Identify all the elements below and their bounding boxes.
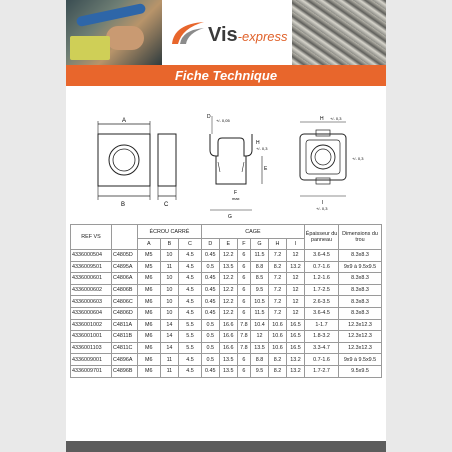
tol-i-label: +/- 0,3 (316, 206, 328, 211)
dim-a-label: A (122, 118, 127, 124)
table-cell: 16.5 (286, 342, 304, 354)
table-cell: 14 (160, 342, 179, 354)
table-cell: 7.2 (269, 250, 287, 262)
table-cell: 4336001001 (71, 331, 112, 343)
table-cell: 5.5 (179, 331, 202, 343)
table-cell: 6 (237, 365, 250, 377)
table-cell: 13.5 (219, 261, 237, 273)
dim-h-side-label: H (256, 140, 260, 146)
table-cell: 4336001002 (71, 319, 112, 331)
dim-g-label: G (228, 214, 232, 220)
table-cell: 16.6 (219, 319, 237, 331)
table-cell: 2.6-3.5 (305, 296, 339, 308)
table-cell: 0.45 (201, 307, 219, 319)
footer-bar (66, 441, 386, 452)
table-cell: 10 (160, 296, 179, 308)
table-cell: 10 (160, 307, 179, 319)
dimensions-header: Dimensions du trou (339, 225, 382, 250)
table-row (71, 250, 382, 262)
table-cell: 4336001103 (71, 342, 112, 354)
table-cell: 9.5x9.5 (339, 365, 382, 377)
table-cell: 0.45 (201, 250, 219, 262)
table-cell: 10.6 (269, 342, 287, 354)
table-cell: 8.3x8.3 (339, 250, 382, 262)
table-cell: 4336009701 (71, 365, 112, 377)
column-header: G (251, 239, 269, 250)
table-cell: M5 (138, 250, 161, 262)
table-cell: 10.5 (251, 296, 269, 308)
table-cell: M6 (138, 354, 161, 366)
tech-sheet-page (66, 0, 386, 452)
column-header: H (269, 239, 287, 250)
table-cell: 8.2 (269, 354, 287, 366)
cage-header: CAGE (201, 225, 304, 239)
table-cell: 11.5 (251, 307, 269, 319)
table-cell: 12 (286, 296, 304, 308)
table-cell: 6 (237, 307, 250, 319)
table-cell: 13.5 (219, 354, 237, 366)
table-row (71, 354, 382, 366)
cage-side-drawing (196, 112, 286, 222)
pliers-shape (76, 3, 147, 27)
table-cell: 13.5 (219, 365, 237, 377)
table-cell: 12.3x12.3 (339, 331, 382, 343)
table-cell: 13.2 (286, 354, 304, 366)
table-cell: 12 (286, 273, 304, 285)
table-cell: 9.5 (251, 284, 269, 296)
table-cell: 4336000604 (71, 307, 112, 319)
table-cell: 4.5 (179, 284, 202, 296)
swoosh-icon (170, 20, 206, 46)
table-cell: C4805D (112, 250, 138, 262)
table-cell: 0.5 (201, 319, 219, 331)
tool-box-shape (70, 36, 110, 60)
spec-table-body (71, 250, 382, 378)
table-cell: M6 (138, 307, 161, 319)
dim-i-label: I (322, 200, 324, 206)
table-cell: 0.45 (201, 296, 219, 308)
table-cell: 4.5 (179, 273, 202, 285)
dim-e-label: E (264, 166, 268, 172)
epaisseur-header: Épaisseur du panneau (305, 225, 339, 250)
table-cell: 5.5 (179, 319, 202, 331)
table-cell: 4336009501 (71, 261, 112, 273)
table-cell: C4806B (112, 284, 138, 296)
table-cell: 12.2 (219, 307, 237, 319)
table-cell: 10 (160, 250, 179, 262)
table-cell: 4336000601 (71, 273, 112, 285)
page-title: Fiche Technique (66, 65, 386, 86)
column-header: B (160, 239, 179, 250)
table-cell: 16.5 (286, 319, 304, 331)
table-cell: 7.2 (269, 296, 287, 308)
table-cell: 16.6 (219, 331, 237, 343)
f-max-label: max (232, 196, 240, 201)
table-cell: 0.5 (201, 261, 219, 273)
table-cell: 4.5 (179, 296, 202, 308)
table-cell: C4896B (112, 365, 138, 377)
table-row (71, 342, 382, 354)
table-cell: C4806C (112, 296, 138, 308)
table-cell: M6 (138, 331, 161, 343)
table-cell: 12.2 (219, 284, 237, 296)
ref-vs-header: REF VS (71, 225, 112, 250)
table-cell: 5.5 (179, 342, 202, 354)
technical-drawings (86, 112, 376, 222)
tol-h-right-label: +/- 0,3 (352, 156, 364, 161)
table-cell: 14 (160, 331, 179, 343)
table-row (71, 331, 382, 343)
table-cell: 1.8-3.2 (305, 331, 339, 343)
blank-header (112, 225, 138, 250)
table-cell: 12 (251, 331, 269, 343)
hand-shape (106, 26, 144, 50)
table-cell: 8.3x8.3 (339, 296, 382, 308)
table-cell: 7.8 (237, 331, 250, 343)
table-cell: 0.45 (201, 365, 219, 377)
dim-c-label: C (164, 202, 169, 208)
column-header: E (219, 239, 237, 250)
table-cell: 12.2 (219, 273, 237, 285)
table-cell: M6 (138, 296, 161, 308)
table-cell: C4896A (112, 354, 138, 366)
table-cell: 4336000504 (71, 250, 112, 262)
table-cell: 11.5 (251, 250, 269, 262)
header-banner (66, 0, 386, 65)
tol-h-top-label: +/- 0,3 (330, 116, 342, 121)
table-cell: 6 (237, 250, 250, 262)
table-cell: C4811A (112, 319, 138, 331)
table-cell: 3.3-4.7 (305, 342, 339, 354)
table-cell: 0.5 (201, 331, 219, 343)
table-cell: 12.2 (219, 296, 237, 308)
table-cell: 9.5 (251, 365, 269, 377)
table-cell: 6 (237, 273, 250, 285)
table-cell: 0.7-1.6 (305, 354, 339, 366)
brand-suffix: -express (237, 29, 288, 44)
table-cell: 11 (160, 261, 179, 273)
dim-b-label: B (121, 202, 126, 208)
table-cell: C4806A (112, 273, 138, 285)
column-header: C (179, 239, 202, 250)
table-cell: 0.5 (201, 342, 219, 354)
table-cell: 4336009001 (71, 354, 112, 366)
table-cell: 6 (237, 354, 250, 366)
brand-name: Vis-express (208, 24, 288, 46)
spec-table (70, 224, 382, 378)
table-cell: C4895A (112, 261, 138, 273)
table-cell: C4811C (112, 342, 138, 354)
table-cell: 8.2 (269, 365, 287, 377)
table-cell: C4806D (112, 307, 138, 319)
table-cell: M6 (138, 365, 161, 377)
table-cell: 6 (237, 261, 250, 273)
table-cell: 1.7-2.5 (305, 284, 339, 296)
table-cell: M6 (138, 342, 161, 354)
table-cell: 7.2 (269, 284, 287, 296)
table-cell: 13.5 (251, 342, 269, 354)
table-cell: 4.5 (179, 250, 202, 262)
table-row (71, 307, 382, 319)
table-cell: 12.3x12.3 (339, 319, 382, 331)
column-header: I (286, 239, 304, 250)
column-header: A (138, 239, 161, 250)
table-cell: 12.3x12.3 (339, 342, 382, 354)
table-cell: 13.2 (286, 365, 304, 377)
ecrou-header: ÉCROU CARRÉ (138, 225, 202, 239)
table-cell: 10.6 (269, 319, 287, 331)
column-header: F (237, 239, 250, 250)
table-cell: 10 (160, 284, 179, 296)
table-cell: 8.8 (251, 261, 269, 273)
table-cell: 8.3x8.3 (339, 307, 382, 319)
table-cell: 4.5 (179, 307, 202, 319)
table-cell: 3.6-4.5 (305, 307, 339, 319)
table-cell: 1-1.7 (305, 319, 339, 331)
table-cell: 12.2 (219, 250, 237, 262)
table-cell: 1.7-2.7 (305, 365, 339, 377)
table-cell: 16.6 (219, 342, 237, 354)
table-cell: 10.6 (269, 331, 287, 343)
table-cell: 9x9 à 9.5x9.5 (339, 354, 382, 366)
square-nut-drawing (94, 112, 184, 222)
table-cell: 8.3x8.3 (339, 284, 382, 296)
table-cell: 0.45 (201, 284, 219, 296)
table-cell: 9x9 à 9.5x9.5 (339, 261, 382, 273)
table-row (71, 319, 382, 331)
table-cell: 3.6-4.5 (305, 250, 339, 262)
table-cell: 12 (286, 250, 304, 262)
tools-photo (66, 0, 162, 65)
table-cell: M5 (138, 261, 161, 273)
table-row (71, 284, 382, 296)
tol-d-label: +/- 0,05 (216, 118, 230, 123)
table-cell: M6 (138, 273, 161, 285)
table-cell: 6 (237, 296, 250, 308)
table-row (71, 296, 382, 308)
table-cell: 8.5 (251, 273, 269, 285)
table-cell: 7.2 (269, 273, 287, 285)
column-header: D (201, 239, 219, 250)
dim-d-label: D (207, 114, 211, 120)
table-row (71, 261, 382, 273)
dim-h-top-label: H (320, 116, 324, 122)
table-cell: 12 (286, 307, 304, 319)
table-cell: 4336000602 (71, 284, 112, 296)
table-cell: 8.2 (269, 261, 287, 273)
table-cell: 4336000603 (71, 296, 112, 308)
table-cell: 0.7-1.6 (305, 261, 339, 273)
table-row (71, 273, 382, 285)
table-row (71, 365, 382, 377)
table-cell: 0.45 (201, 273, 219, 285)
table-cell: 14 (160, 319, 179, 331)
spec-table-wrap (70, 224, 382, 378)
table-cell: 8.8 (251, 354, 269, 366)
table-cell: 13.2 (286, 261, 304, 273)
table-cell: 0.5 (201, 354, 219, 366)
table-cell: 1.2-1.6 (305, 273, 339, 285)
table-cell: M6 (138, 284, 161, 296)
table-cell: 4.5 (179, 354, 202, 366)
table-cell: 6 (237, 284, 250, 296)
screws-photo (292, 0, 386, 65)
table-cell: 10.4 (251, 319, 269, 331)
cage-top-drawing (286, 112, 376, 222)
table-cell: 7.8 (237, 319, 250, 331)
tol-h-side-label: +/- 0,3 (256, 146, 268, 151)
table-cell: 11 (160, 365, 179, 377)
dim-f-label: F (234, 190, 238, 196)
table-cell: 8.3x8.3 (339, 273, 382, 285)
table-cell: 10 (160, 273, 179, 285)
table-cell: 4.5 (179, 261, 202, 273)
table-cell: 16.5 (286, 331, 304, 343)
brand-logo (162, 0, 292, 65)
table-cell: 11 (160, 354, 179, 366)
table-cell: C4811B (112, 331, 138, 343)
table-cell: 7.8 (237, 342, 250, 354)
table-cell: 12 (286, 284, 304, 296)
table-cell: 7.2 (269, 307, 287, 319)
table-cell: 4.5 (179, 365, 202, 377)
table-cell: M6 (138, 319, 161, 331)
